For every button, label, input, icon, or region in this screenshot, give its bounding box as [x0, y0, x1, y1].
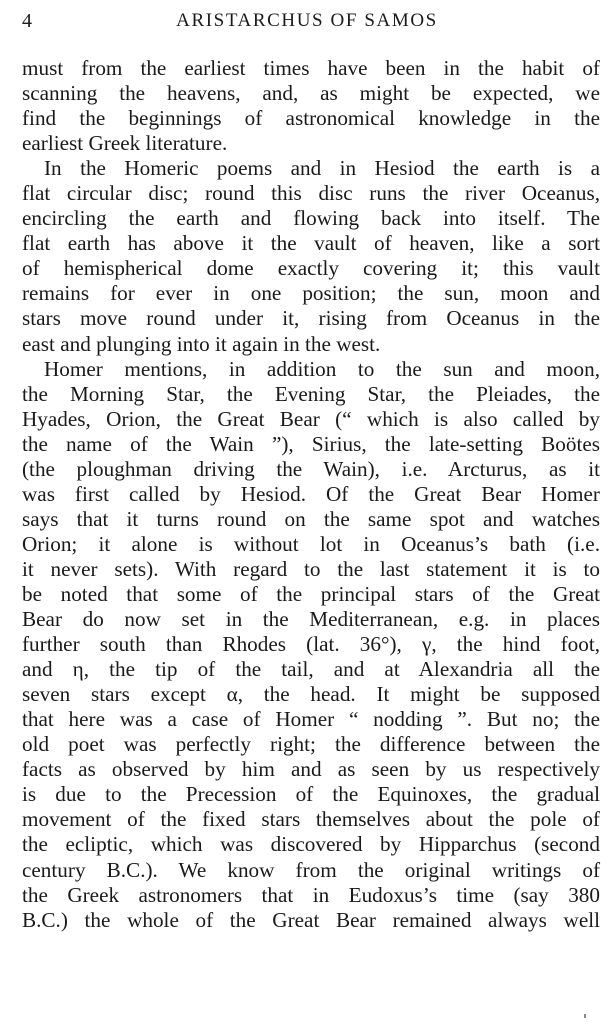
text-line: stars move round under it, rising from Oceanus in the [22, 306, 600, 331]
text-line: is due to the Precession of the Equinoxes, the gradual [22, 782, 600, 807]
text-line: scanning the heavens, and, as might be expected, we [22, 81, 600, 106]
print-speck [584, 1014, 586, 1018]
text-line: it never sets). With regard to the last statement it is to [22, 556, 600, 581]
text-line: In the Homeric poems and in Hesiod the earth is a [44, 156, 600, 181]
text-line: (the ploughman driving the Wain), i.e. Arcturus, as it [22, 456, 600, 481]
text-line: facts as observed by him and as seen by us respectively [22, 757, 600, 782]
text-line: Hyades, Orion, the Great Bear (“ which is also called by [22, 406, 600, 431]
running-title: ARISTARCHUS OF SAMOS [176, 10, 438, 31]
text-line: flat earth has above it the vault of heaven, like a sort [22, 231, 600, 256]
paragraph-1 [22, 56, 600, 156]
body-text [22, 56, 600, 933]
text-line: Homer mentions, in addition to the sun and moon, [44, 356, 600, 381]
text-line: find the beginnings of astronomical knowledge in the [22, 106, 600, 131]
text-line: Bear do now set in the Mediterranean, e.g. in places [22, 607, 600, 632]
text-line: old poet was perfectly right; the difference between the [22, 732, 600, 757]
text-line: remains for ever in one position; the sun, moon and [22, 281, 600, 306]
text-line: B.C.) the whole of the Great Bear remained always well [22, 907, 600, 932]
text-line: Orion; it alone is without lot in Oceanus’s bath (i.e. [22, 531, 600, 556]
text-line: century B.C.). We know from the original writings of [22, 857, 600, 882]
text-line: further south than Rhodes (lat. 36°), γ, the hind foot, [22, 632, 600, 657]
text-line: says that it turns round on the same spot and watches [22, 506, 600, 531]
text-line: the Morning Star, the Evening Star, the Pleiades, the [22, 381, 600, 406]
text-line: be noted that some of the principal stars of the Great [22, 581, 600, 606]
text-line: seven stars except α, the head. It might be supposed [22, 682, 600, 707]
text-line: the ecliptic, which was discovered by Hipparchus (second [22, 832, 600, 857]
page-header [22, 10, 592, 40]
text-line: encircling the earth and flowing back into itself. The [22, 206, 600, 231]
paragraph-2 [22, 156, 600, 356]
text-line: the Greek astronomers that in Eudoxus’s time (say 380 [22, 882, 600, 907]
text-line: earliest Greek literature. [22, 131, 228, 156]
text-line: flat circular disc; round this disc runs the river Oceanus, [22, 181, 600, 206]
text-line: that here was a case of Homer “ nodding ”. But no; the [22, 707, 600, 732]
text-line: east and plunging into it again in the west. [22, 331, 381, 356]
text-line: movement of the fixed stars themselves about the pole of [22, 807, 600, 832]
text-line: was first called by Hesiod. Of the Great Bear Homer [22, 481, 600, 506]
text-line: of hemispherical dome exactly covering it; this vault [22, 256, 600, 281]
text-line: must from the earliest times have been in the habit of [22, 56, 600, 80]
text-line: the name of the Wain ”), Sirius, the late-setting Boötes [22, 431, 600, 456]
text-line: and η, the tip of the tail, and at Alexandria all the [22, 657, 600, 682]
page-number: 4 [22, 10, 33, 32]
paragraph-3 [22, 357, 600, 933]
